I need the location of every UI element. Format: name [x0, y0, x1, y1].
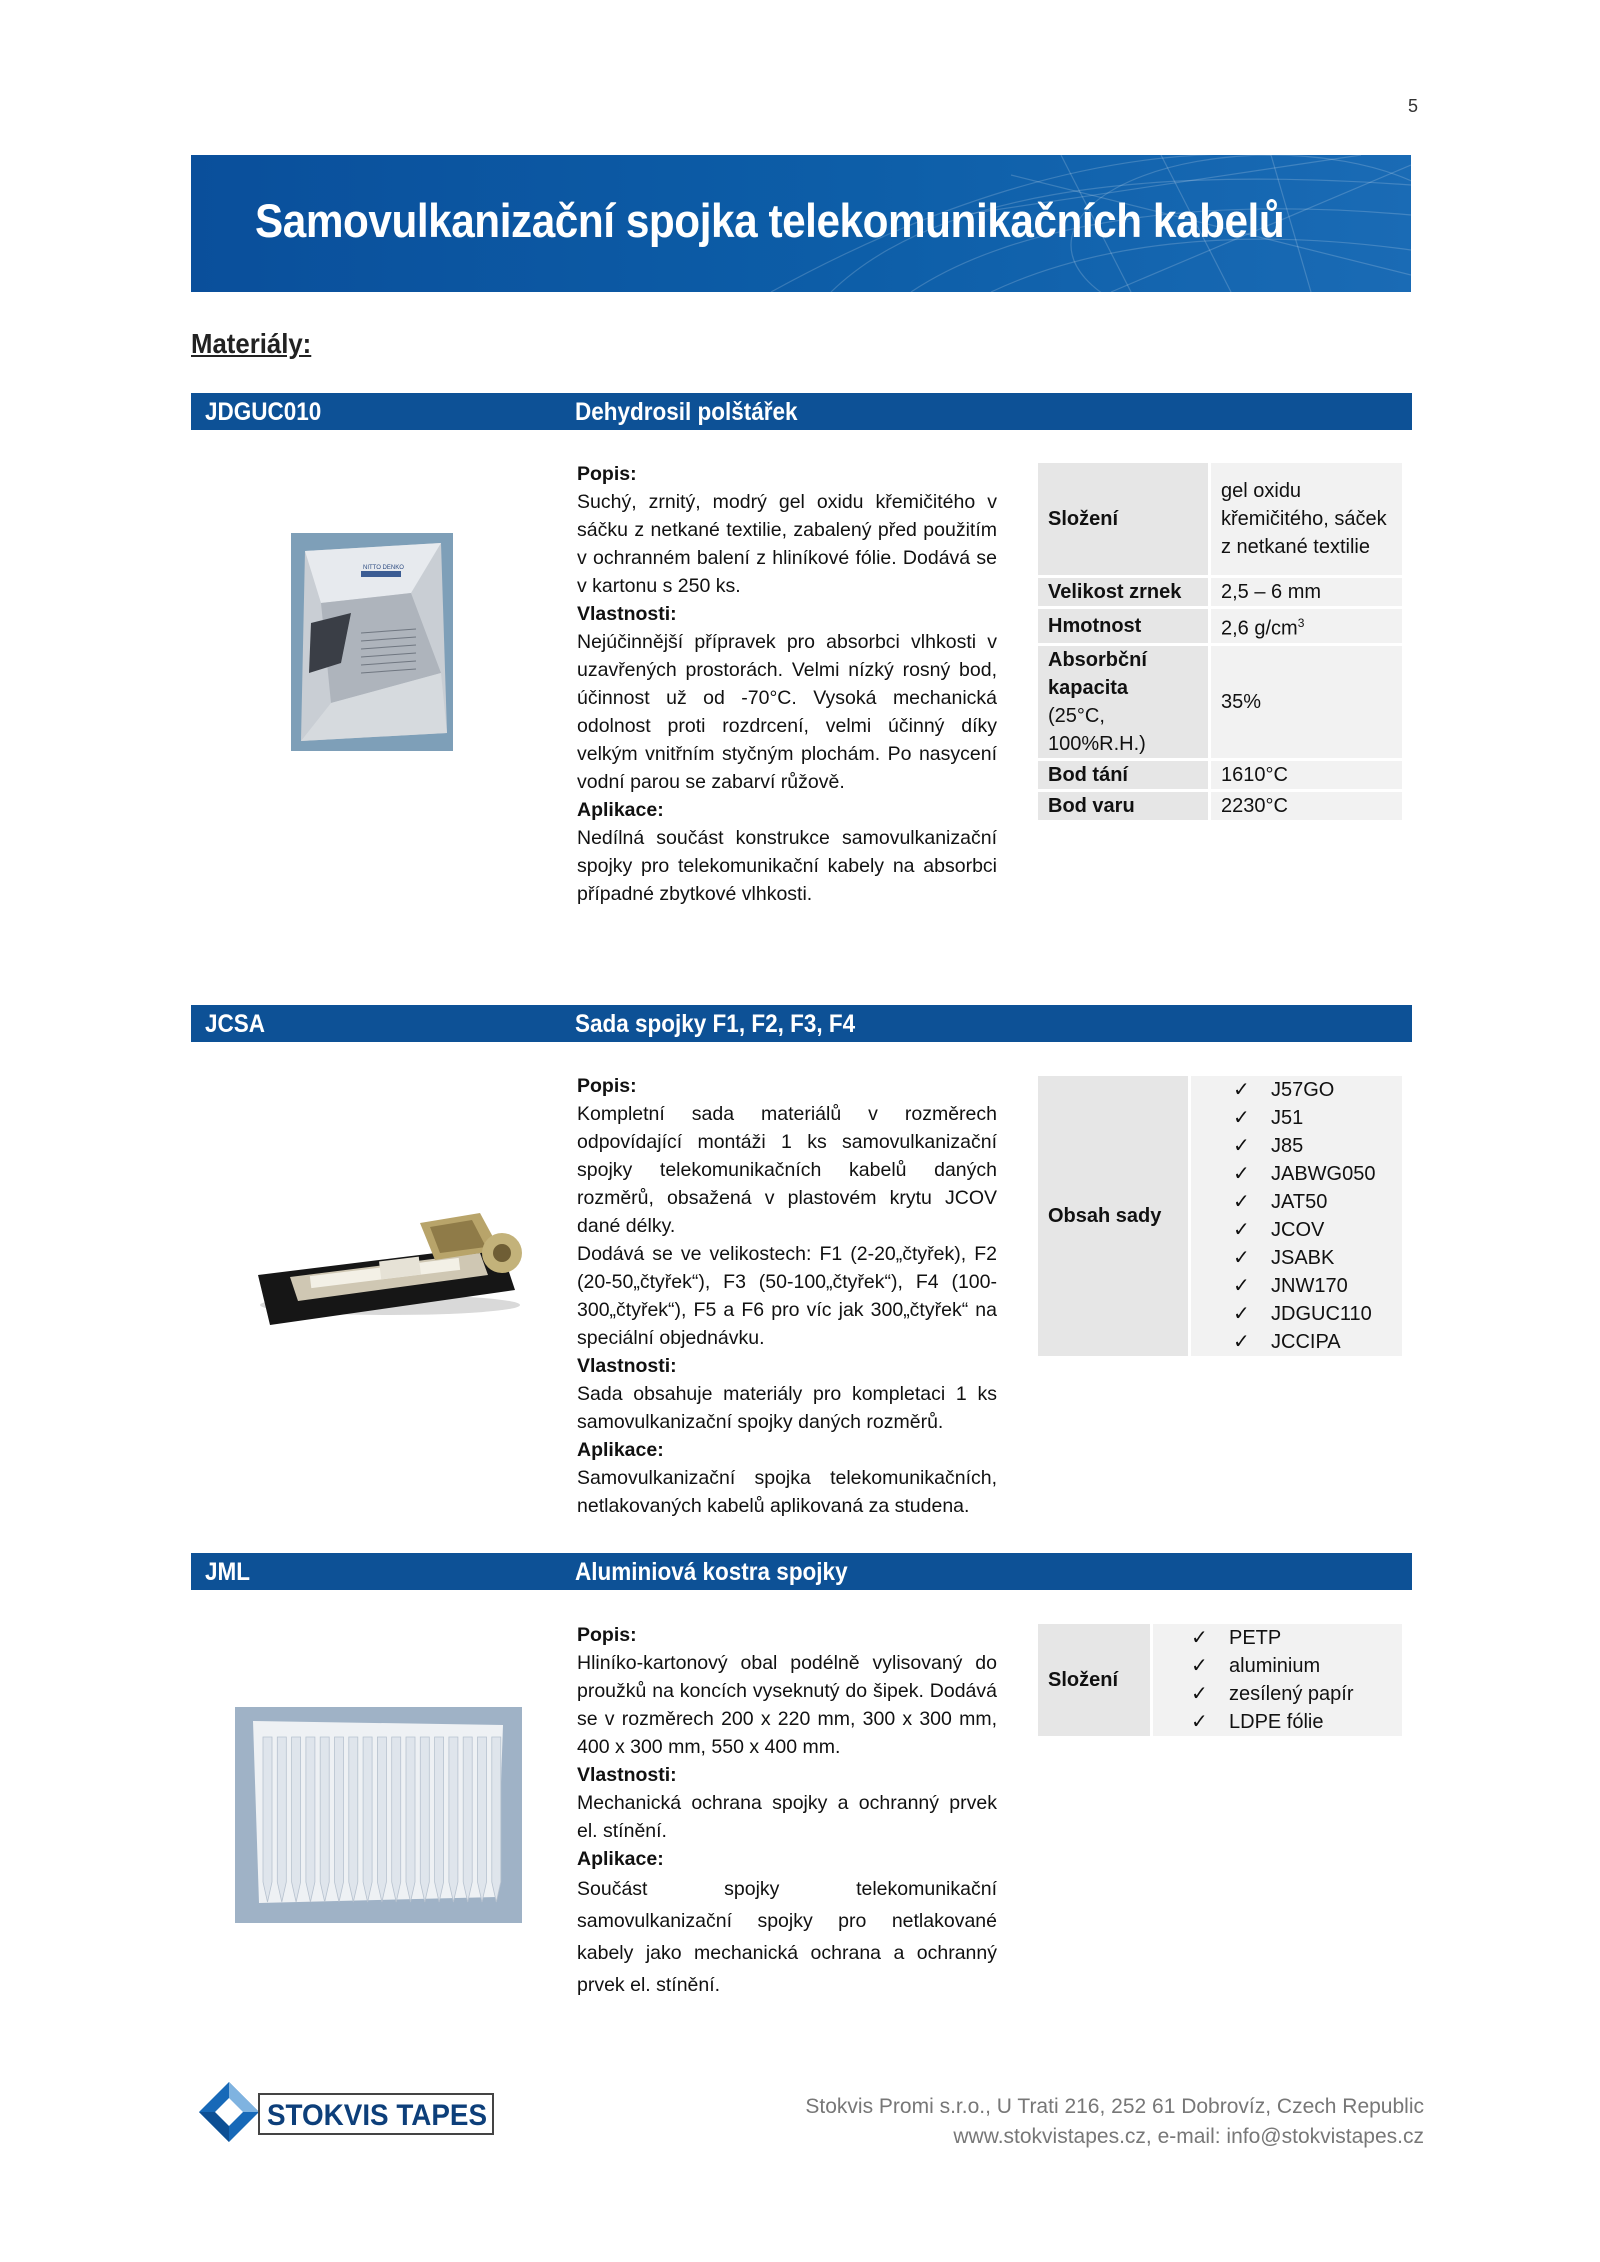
desc-text-popis: Kompletní sada materiálů v rozměrech odpovídající montáži 1 ks samovulkanizační spojky telekomunikačních kabelů daných rozměrů, obsažená v plastovém krytu JCOV dané délky.	[577, 1103, 997, 1237]
desc-text-popis: Hliníko-kartonový obal podélně vylisovaný do proužků na koncích vyseknutý do šipek. Dodává se v rozměrech 200 x 220 mm, 300 x 300 mm, 400 x 300 mm, 550 x 400 mm.	[577, 1652, 997, 1758]
product-name: Dehydrosil polštářek	[575, 398, 798, 426]
list-item	[1233, 1216, 1392, 1244]
spec-value	[1191, 1076, 1402, 1356]
stokvis-tapes-logo	[197, 2080, 497, 2144]
spec-table	[1035, 1621, 1405, 1739]
footer-contact	[805, 2092, 1424, 2152]
spec-key: Obsah sady	[1038, 1076, 1188, 1356]
spec-value: 1610°C	[1211, 761, 1402, 789]
list-item-label: J85	[1271, 1135, 1304, 1157]
frame-tine	[463, 1737, 472, 1902]
list-item-label: LDPE fólie	[1229, 1711, 1324, 1733]
company-address: Stokvis Promi s.r.o., U Trati 216, 252 61 Dobrovíz, Czech Republic	[805, 2095, 1424, 2118]
spec-key	[1038, 646, 1208, 758]
product-code: JML	[205, 1558, 250, 1586]
spec-value: 2,5 – 6 mm	[1211, 578, 1402, 606]
desc-label-aplikace: Aplikace:	[577, 799, 664, 821]
spec-key: Velikost zrnek	[1038, 578, 1208, 606]
page-title: Samovulkanizační spojka telekomunikačních kabelů	[255, 194, 1285, 247]
spec-row	[1038, 761, 1402, 789]
product-code: JDGUC010	[205, 398, 322, 426]
spec-value: 2230°C	[1211, 792, 1402, 820]
desc-label-aplikace: Aplikace:	[577, 1848, 664, 1870]
product-code: JCSA	[205, 1010, 266, 1038]
desc-text-aplikace: Samovulkanizační spojka telekomunikačních, netlakovaných kabelů aplikovaná za studena.	[577, 1467, 997, 1517]
spec-value: gel oxidu křemičitého, sáček z netkané textilie	[1211, 463, 1402, 575]
composition-list	[1191, 1624, 1392, 1736]
frame-tine	[335, 1737, 344, 1902]
spec-value: 35%	[1211, 646, 1402, 758]
desc-label-popis: Popis:	[577, 1075, 637, 1097]
logo-text: STOKVIS TAPES	[267, 2099, 487, 2132]
product-name: Sada spojky F1, F2, F3, F4	[575, 1010, 856, 1038]
product-description	[577, 1621, 997, 2001]
list-item	[1191, 1708, 1392, 1736]
product-header-bar	[191, 1005, 1412, 1042]
frame-tine	[292, 1737, 301, 1902]
company-contact: www.stokvistapes.cz, e-mail: info@stokvistapes.cz	[953, 2125, 1424, 2148]
frame-tine	[277, 1737, 286, 1902]
page-number: 5	[1408, 96, 1419, 116]
spec-row	[1038, 1624, 1402, 1736]
list-item	[1233, 1160, 1392, 1188]
check-icon: ✓	[1233, 1219, 1250, 1241]
frame-tine	[306, 1737, 315, 1902]
aluminium-frame-photo	[235, 1707, 522, 1923]
spec-key: Složení	[1038, 463, 1208, 575]
check-icon: ✓	[1233, 1247, 1250, 1269]
product-name: Aluminiová kostra spojky	[575, 1558, 848, 1586]
frame-tine	[263, 1737, 272, 1902]
frame-tine	[406, 1737, 415, 1902]
check-icon: ✓	[1233, 1331, 1250, 1353]
title-banner	[191, 155, 1411, 292]
list-item	[1233, 1132, 1392, 1160]
check-icon: ✓	[1233, 1163, 1250, 1185]
desc-label-aplikace: Aplikace:	[577, 1439, 664, 1461]
desc-label-vlastnosti: Vlastnosti:	[577, 603, 677, 625]
spec-row	[1038, 463, 1402, 575]
frame-tine	[392, 1737, 401, 1902]
list-item	[1233, 1300, 1392, 1328]
desc-text-vlastnosti: Sada obsahuje materiály pro kompletaci 1 ks samovulkanizační spojky daných rozměrů.	[577, 1383, 997, 1433]
check-icon: ✓	[1191, 1655, 1208, 1677]
list-item	[1233, 1076, 1392, 1104]
spec-key-note: (25°C, 100%R.H.)	[1048, 704, 1146, 755]
list-item-label: JAT50	[1271, 1191, 1328, 1213]
product-description	[577, 460, 997, 908]
spec-key-text: Absorbční kapacita	[1048, 648, 1147, 699]
frame-tine	[449, 1737, 458, 1902]
spec-row	[1038, 578, 1402, 606]
desc-label-popis: Popis:	[577, 1624, 637, 1646]
desc-text-aplikace: Součást spojky telekomunikační samovulkanizační spojky pro netlakované kabely jako mechanická ochrana a ochranný prvek el. stínění.	[577, 1878, 997, 1996]
list-item-label: JABWG050	[1271, 1163, 1376, 1185]
check-icon: ✓	[1191, 1683, 1208, 1705]
spec-key: Bod tání	[1038, 761, 1208, 789]
list-item-label: zesílený papír	[1229, 1683, 1354, 1705]
desc-text-vlastnosti: Nejúčinnější přípravek pro absorbci vlhkosti v uzavřených prostorách. Velmi nízký rosný bod, účinnost už od -70°C. Vysoká mechanická odolnost proti rozdrcení, velmi účinný díky velkým vnitřním styčným plochám. Po nasycení vodní parou se zabarví růžově.	[577, 631, 997, 793]
list-item-label: JCOV	[1271, 1219, 1325, 1241]
check-icon: ✓	[1191, 1627, 1208, 1649]
desc-text-sizes: Dodává se ve velikostech: F1 (2-20„čtyřek), F2 (20-50„čtyřek“), F3 (50-100„čtyřek“), F4 (100-300„čtyřek“), F5 a F6 pro víc jak 300„čtyřek“ na speciální objednávku.	[577, 1243, 997, 1349]
frame-tine	[420, 1737, 429, 1902]
desc-label-vlastnosti: Vlastnosti:	[577, 1764, 677, 1786]
list-item	[1233, 1328, 1392, 1356]
splice-kit-photo	[250, 1205, 540, 1333]
list-item-label: J57GO	[1271, 1079, 1335, 1101]
spec-table	[1035, 460, 1405, 823]
spec-value	[1153, 1624, 1402, 1736]
spec-row	[1038, 609, 1402, 643]
check-icon: ✓	[1233, 1079, 1250, 1101]
frame-tine	[377, 1737, 386, 1902]
list-item-label: JNW170	[1271, 1275, 1348, 1297]
list-item	[1191, 1680, 1392, 1708]
spec-row	[1038, 792, 1402, 820]
spec-row	[1038, 646, 1402, 758]
desc-label-popis: Popis:	[577, 463, 637, 485]
list-item	[1233, 1272, 1392, 1300]
product-description	[577, 1072, 997, 1520]
materials-heading: Materiály:	[191, 328, 312, 359]
spec-table	[1035, 1073, 1405, 1359]
list-item-label: aluminium	[1229, 1655, 1321, 1677]
spec-value-text: 2,6 g/cm	[1221, 617, 1298, 640]
check-icon: ✓	[1233, 1191, 1250, 1213]
spec-value-superscript: 3	[1297, 616, 1305, 630]
product-header-bar	[191, 1553, 1412, 1590]
list-item	[1191, 1652, 1392, 1680]
spec-key: Bod varu	[1038, 792, 1208, 820]
frame-tine	[320, 1737, 329, 1902]
spec-row	[1038, 1076, 1402, 1356]
spec-key: Složení	[1038, 1624, 1150, 1736]
desc-text-vlastnosti: Mechanická ochrana spojky a ochranný prvek el. stínění.	[577, 1792, 997, 1842]
dehydrosil-pouch-photo	[291, 533, 453, 751]
check-icon: ✓	[1191, 1711, 1208, 1733]
check-icon: ✓	[1233, 1135, 1250, 1157]
spec-key: Hmotnost	[1038, 609, 1208, 643]
list-item	[1233, 1188, 1392, 1216]
list-item-label: PETP	[1229, 1627, 1282, 1649]
frame-tine	[349, 1737, 358, 1902]
list-item	[1233, 1104, 1392, 1132]
pouch-brand-text: NITTO DENKO	[363, 565, 404, 571]
product-header-bar	[191, 393, 1412, 430]
spec-value	[1211, 609, 1402, 643]
frame-tine	[492, 1737, 501, 1902]
desc-label-vlastnosti: Vlastnosti:	[577, 1355, 677, 1377]
frame-tine	[435, 1737, 444, 1902]
list-item-label: JCCIPA	[1271, 1331, 1341, 1353]
check-icon: ✓	[1233, 1303, 1250, 1325]
desc-text-aplikace: Nedílná součást konstrukce samovulkanizační spojky pro telekomunikační kabely na absorbci případné zbytkové vlhkosti.	[577, 827, 997, 905]
list-item-label: JSABK	[1271, 1247, 1335, 1269]
check-icon: ✓	[1233, 1275, 1250, 1297]
list-item	[1191, 1624, 1392, 1652]
list-item-label: J51	[1271, 1107, 1304, 1129]
kit-contents-list	[1233, 1076, 1392, 1356]
desc-text-popis: Suchý, zrnitý, modrý gel oxidu křemičitého v sáčku z netkané textilie, zabalený před použitím v ochranném balení z hliníkové fólie. Dodává se v kartonu s 250 ks.	[577, 491, 997, 597]
list-item-label: JDGUC110	[1271, 1303, 1372, 1325]
list-item	[1233, 1244, 1392, 1272]
frame-tine	[363, 1737, 372, 1902]
frame-tine	[478, 1737, 487, 1902]
check-icon: ✓	[1233, 1107, 1250, 1129]
